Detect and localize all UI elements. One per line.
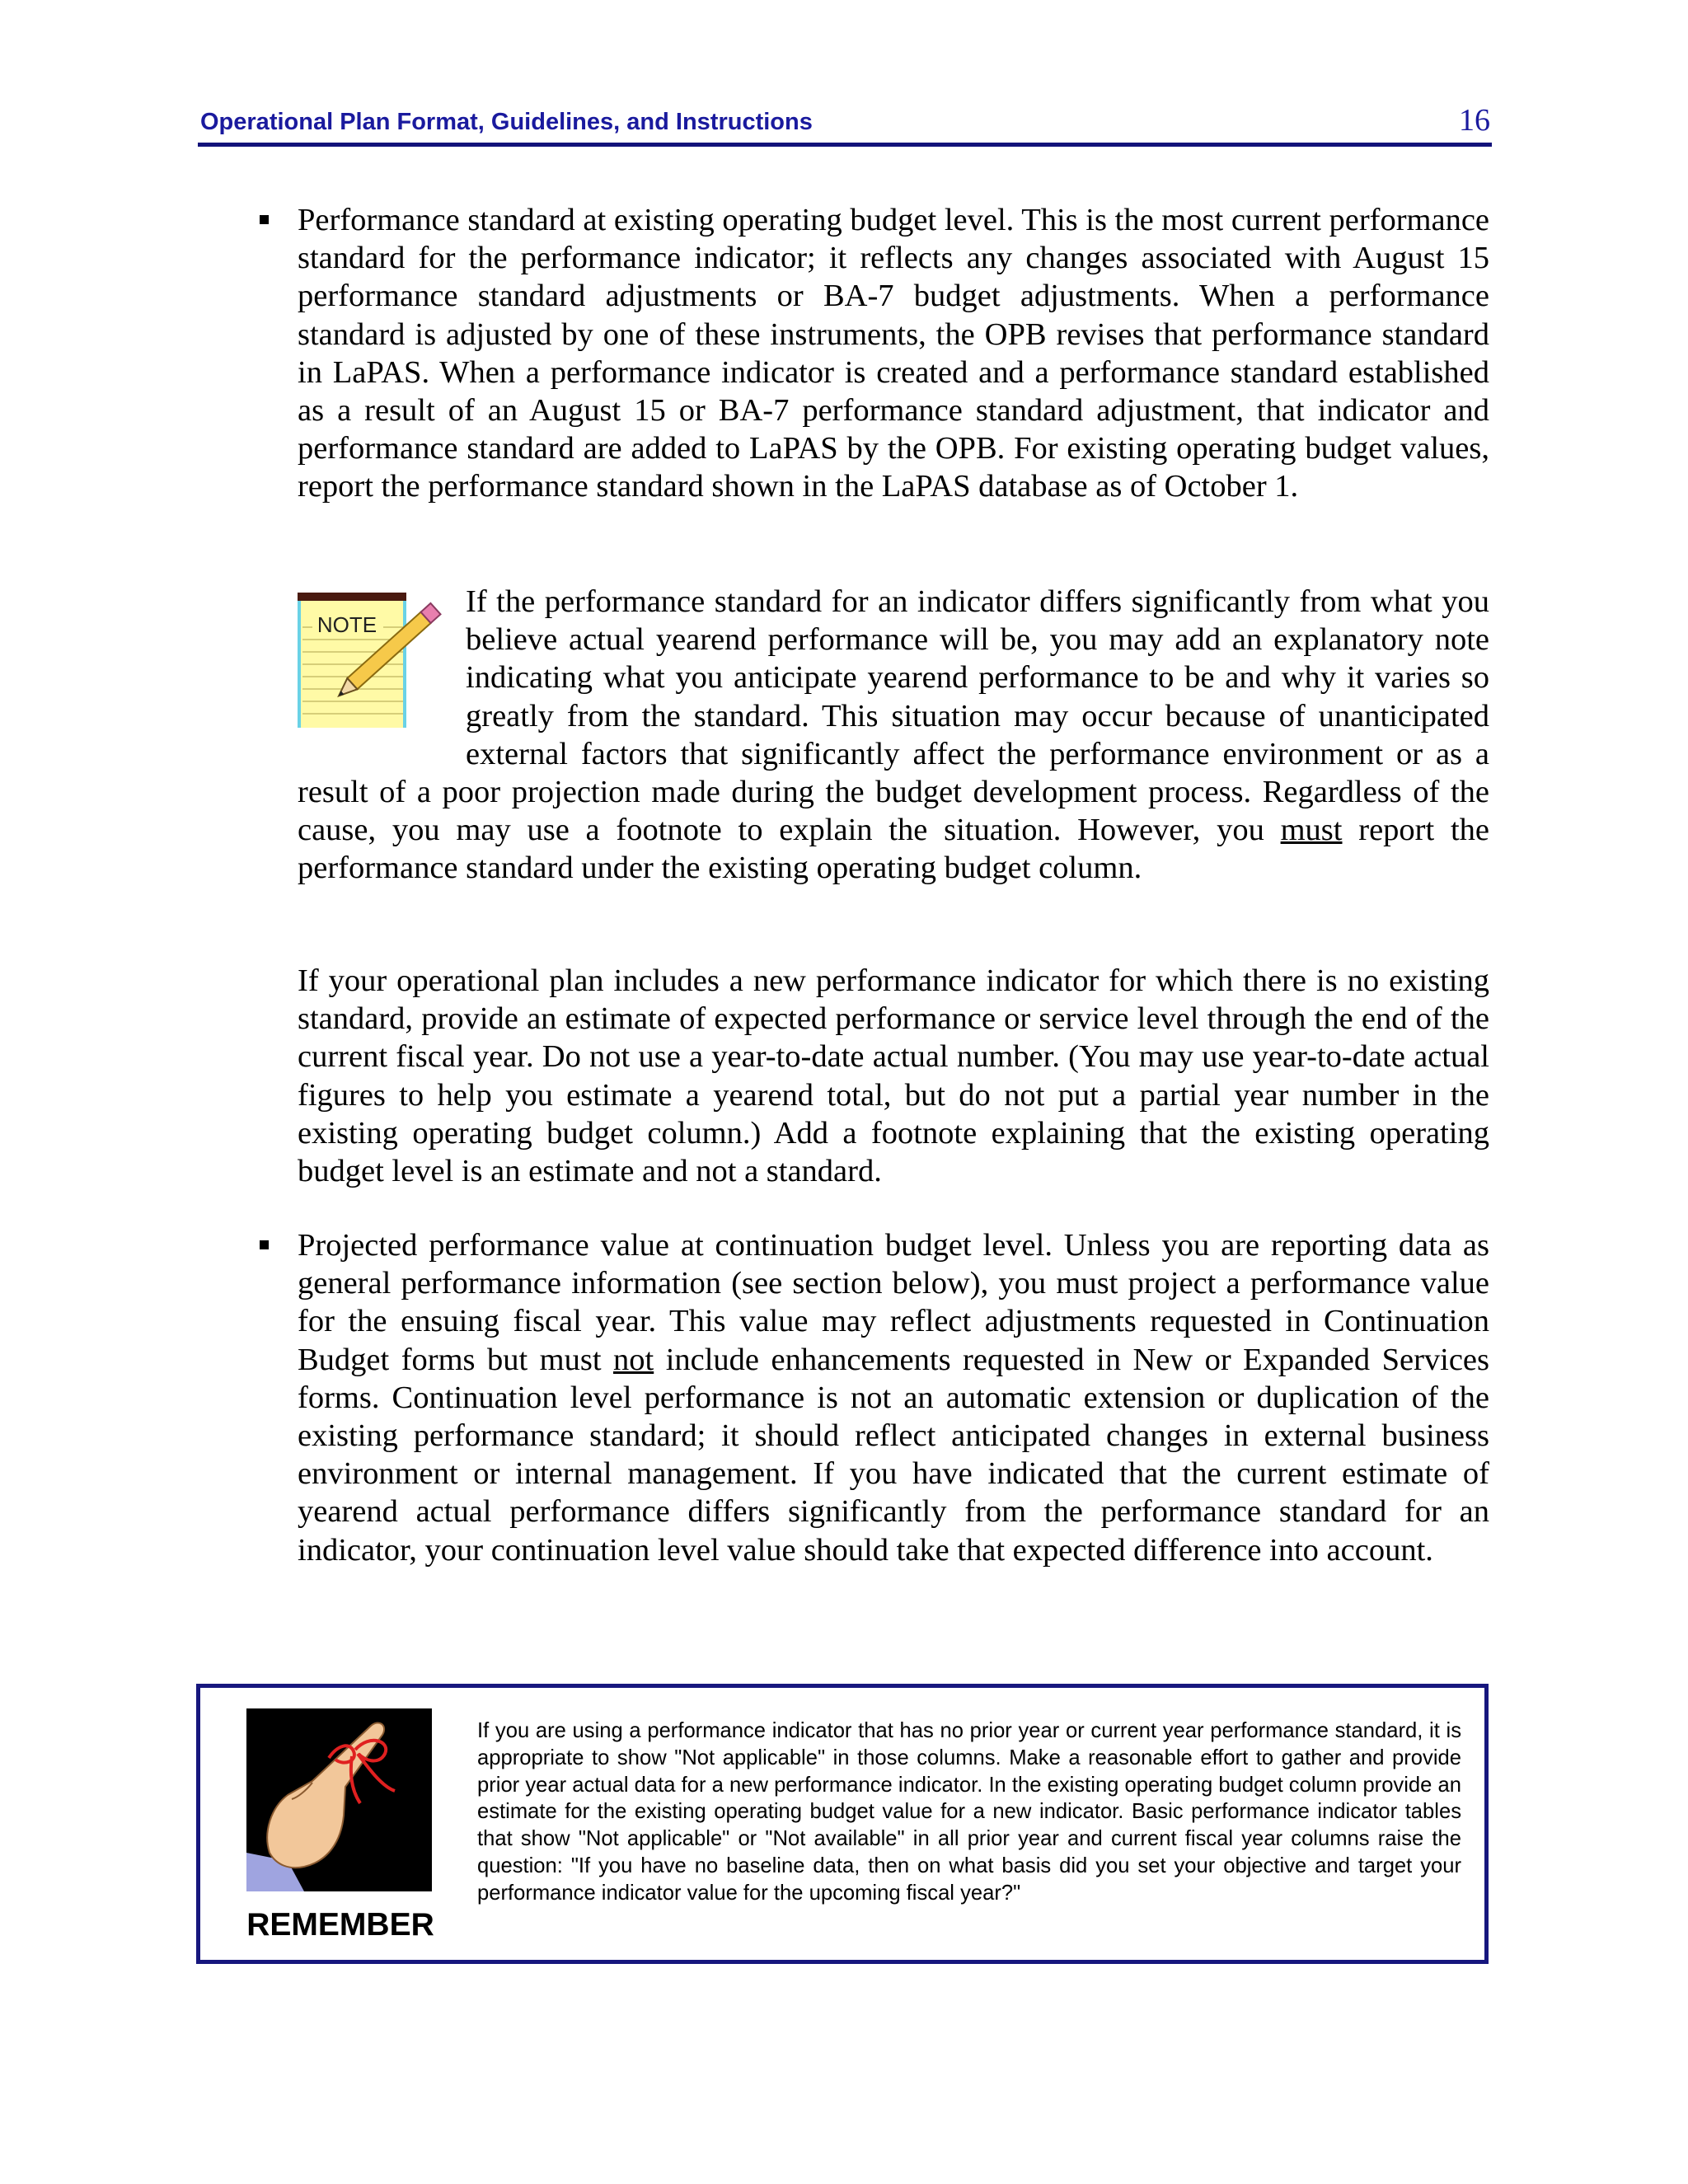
note-text-part1: If the performance standard for an indicator differs significantly from what you believe actual yearend performance will be, you may add an explanatory note indicating what you anticipate yearend performance to be and why it varies so greatly from the standard. This situation may occur because of unanticipated external factors that significantly affect the performance environment or as a result of a poor projection made during the budget development process. Regardless of the cause, you may use a footnote to explain the situation. However, you xyxy=(298,584,1489,848)
bullet-existing-operating-budget xyxy=(298,201,1489,506)
page-number: 16 xyxy=(1459,103,1490,138)
note-paragraph xyxy=(298,583,1489,888)
bullet2-emphasis: not xyxy=(613,1342,654,1377)
bullet2-text-part1: Projected performance value at continuation budget level. Unless you are reporting data as general performance information (see section below), you must project a performance value for the ensuing fiscal year. This value may reflect adjustments requested in Continuation Budget forms but must xyxy=(298,1228,1489,1377)
note-pencil-icon xyxy=(298,583,466,739)
note-emphasis: must xyxy=(1280,813,1343,848)
page-header xyxy=(198,97,1492,143)
remember-text: If you are using a performance indicator that has no prior year or current year performance standard, it is appropriate to show "Not applicable" in those columns. Make a reasonable effort to gather and provide prior year actual data for a new performance indicator. In the existing operating budget column provide an estimate for the existing operating budget value for a new indicator. Basic performance indicator tables that show "Not applicable" or "Not available" in all prior year and current fiscal year columns raise the question: "If you have no baseline data, then on what basis did you set your objective and target your performance indicator value for the upcoming fiscal year?" xyxy=(477,1719,1461,1905)
bullet-continuation-budget xyxy=(298,1226,1489,1569)
remember-callout xyxy=(196,1684,1489,1964)
bullet-text: Performance standard at existing operating budget level. This is the most current performance standard for the performance indicator; it reflects any changes associated with August 15 performance standard adjustments or BA-7 budget adjustments. When a performance standard is adjusted by one of these instruments, the OPB revises that performance standard in LaPAS. When a performance indicator is created and a performance standard established as a result of an August 15 or BA-7 performance standard adjustment, that indicator and performance standard are added to LaPAS by the OPB. For existing operating budget values, report the performance standard shown in the LaPAS database as of October 1. xyxy=(298,203,1489,504)
svg-text:NOTE: NOTE xyxy=(316,612,377,637)
header-rule xyxy=(198,143,1492,147)
remember-label: REMEMBER xyxy=(246,1907,434,1943)
bullet-square-icon xyxy=(260,1240,269,1249)
bullet-square-icon xyxy=(260,215,269,224)
new-indicator-paragraph: If your operational plan includes a new performance indicator for which there is no existing standard, provide an estimate of expected performance or service level through the end of the current fiscal year. Do not use a year-to-date actual number. (You may use year-to-date actual figures to help you estimate a yearend total, but do not put a partial year number in the existing operating budget column.) Add a footnote explaining that the existing operating budget level is an estimate and not a standard. xyxy=(298,963,1489,1189)
finger-string-icon xyxy=(246,1708,432,1891)
bullet2-text-part2: include enhancements requested in New or Expanded Services forms. Continuation level performance is not an automatic extension or duplication of the existing performance standard; it should reflect anticipated changes in external business environment or internal management. If you have indicated that the current estimate of yearend actual performance differs significantly from the performance standard for an indicator, your continuation level value should take that expected difference into account. xyxy=(298,1342,1490,1568)
header-title: Operational Plan Format, Guidelines, and Instructions xyxy=(200,109,813,135)
note-text-part2: report the performance standard under the existing operating budget column. xyxy=(298,813,1489,886)
